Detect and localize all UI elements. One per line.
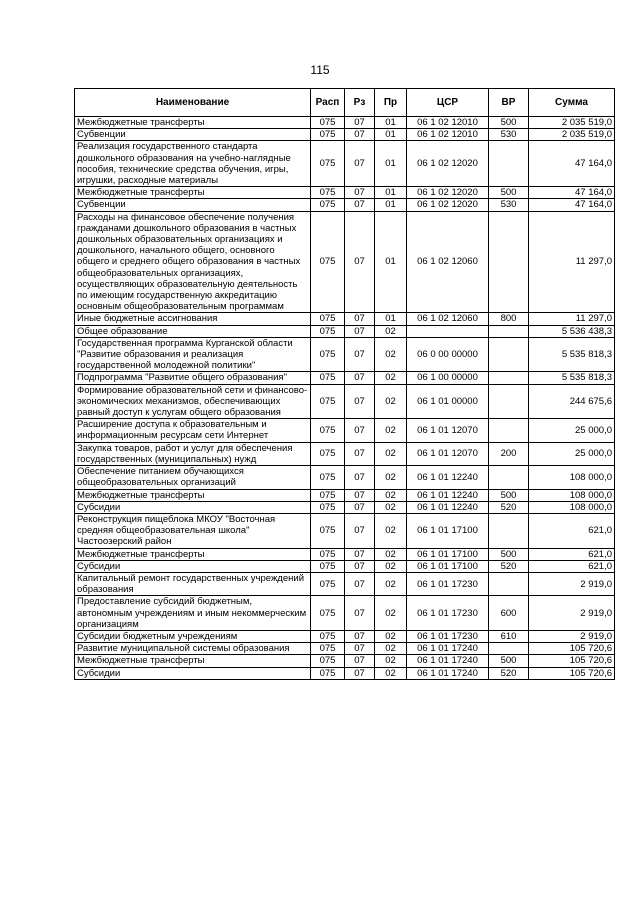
row-vr-cell xyxy=(489,325,529,337)
row-sum-cell: 2 919,0 xyxy=(529,596,615,631)
table-row xyxy=(75,141,615,187)
row-rasp-cell: 075 xyxy=(311,442,345,465)
row-sum-cell: 2 919,0 xyxy=(529,630,615,642)
row-rz-cell: 07 xyxy=(345,129,375,141)
row-pr-cell: 02 xyxy=(375,572,407,595)
row-csr-cell: 06 1 01 12070 xyxy=(407,442,489,465)
row-rz-cell: 07 xyxy=(345,643,375,655)
row-name-cell: Субвенции xyxy=(75,199,311,211)
row-sum-cell: 47 164,0 xyxy=(529,187,615,199)
row-sum-cell: 108 000,0 xyxy=(529,501,615,513)
row-vr-cell xyxy=(489,466,529,489)
row-csr-cell: 06 0 00 00000 xyxy=(407,337,489,372)
row-rasp-cell: 075 xyxy=(311,187,345,199)
table-row xyxy=(75,372,615,384)
row-vr-cell: 500 xyxy=(489,548,529,560)
table-row xyxy=(75,572,615,595)
row-csr-cell: 06 1 02 12020 xyxy=(407,199,489,211)
table-row xyxy=(75,187,615,199)
row-sum-cell: 25 000,0 xyxy=(529,419,615,442)
row-csr-cell: 06 1 01 17240 xyxy=(407,643,489,655)
row-vr-cell: 520 xyxy=(489,501,529,513)
row-name-cell: Расходы на финансовое обеспечение получения гражданами дошкольного образования в частных дошкольных образовательных организациях и дошкольного, начального общего, основного общего и среднего общего образования в частных общеобразовательных организациях, осуществляющих образовательную деятельность по имеющим государственную аккредитацию основным общеобразовательным программам xyxy=(75,211,311,313)
row-sum-cell: 105 720,6 xyxy=(529,667,615,679)
page-number: 115 xyxy=(310,63,330,77)
row-name-cell: Государственная программа Курганской области "Развитие образования и реализация государственной молодежной политики" xyxy=(75,337,311,372)
table-row xyxy=(75,211,615,313)
row-csr-cell: 06 1 01 17230 xyxy=(407,572,489,595)
row-rasp-cell: 075 xyxy=(311,513,345,548)
row-sum-cell: 5 536 438,3 xyxy=(529,325,615,337)
row-rasp-cell: 075 xyxy=(311,572,345,595)
row-pr-cell: 01 xyxy=(375,187,407,199)
row-csr-cell: 06 1 02 12010 xyxy=(407,117,489,129)
row-rz-cell: 07 xyxy=(345,384,375,419)
row-name-cell: Субвенции xyxy=(75,129,311,141)
row-rz-cell: 07 xyxy=(345,548,375,560)
row-name-cell: Подпрограмма "Развитие общего образования" xyxy=(75,372,311,384)
row-csr-cell: 06 1 00 00000 xyxy=(407,372,489,384)
row-sum-cell: 25 000,0 xyxy=(529,442,615,465)
row-rasp-cell: 075 xyxy=(311,337,345,372)
row-rasp-cell: 075 xyxy=(311,384,345,419)
table-row xyxy=(75,313,615,325)
table-row xyxy=(75,117,615,129)
header-rasp: Расп xyxy=(311,89,345,117)
row-sum-cell: 2 035 519,0 xyxy=(529,129,615,141)
row-sum-cell: 105 720,6 xyxy=(529,643,615,655)
row-sum-cell: 47 164,0 xyxy=(529,199,615,211)
row-pr-cell: 02 xyxy=(375,643,407,655)
row-rasp-cell: 075 xyxy=(311,548,345,560)
header-pr: Пр xyxy=(375,89,407,117)
row-csr-cell: 06 1 01 12240 xyxy=(407,466,489,489)
row-sum-cell: 2 035 519,0 xyxy=(529,117,615,129)
row-pr-cell: 02 xyxy=(375,384,407,419)
row-vr-cell xyxy=(489,337,529,372)
row-name-cell: Реализация государственного стандарта дошкольного образования на учебно-наглядные пособия, технические средства обучения, игры, игрушки, расходные материалы xyxy=(75,141,311,187)
row-rasp-cell: 075 xyxy=(311,489,345,501)
table-row xyxy=(75,419,615,442)
row-vr-cell: 500 xyxy=(489,655,529,667)
table-row xyxy=(75,199,615,211)
row-pr-cell: 01 xyxy=(375,211,407,313)
row-rz-cell: 07 xyxy=(345,325,375,337)
row-name-cell: Межбюджетные трансферты xyxy=(75,548,311,560)
row-vr-cell xyxy=(489,419,529,442)
row-vr-cell: 200 xyxy=(489,442,529,465)
row-rz-cell: 07 xyxy=(345,199,375,211)
row-pr-cell: 01 xyxy=(375,313,407,325)
table-row xyxy=(75,466,615,489)
row-rasp-cell: 075 xyxy=(311,655,345,667)
row-sum-cell: 105 720,6 xyxy=(529,655,615,667)
row-rasp-cell: 075 xyxy=(311,501,345,513)
row-rasp-cell: 075 xyxy=(311,560,345,572)
row-name-cell: Реконструкция пищеблока МКОУ "Восточная средняя общеобразовательная школа" Частоозерский район xyxy=(75,513,311,548)
header-rz: Рз xyxy=(345,89,375,117)
row-rz-cell: 07 xyxy=(345,187,375,199)
row-csr-cell: 06 1 01 17230 xyxy=(407,596,489,631)
row-csr-cell: 06 1 01 17240 xyxy=(407,655,489,667)
row-vr-cell: 500 xyxy=(489,187,529,199)
table-row xyxy=(75,337,615,372)
table-row xyxy=(75,129,615,141)
row-sum-cell: 11 297,0 xyxy=(529,313,615,325)
table-row xyxy=(75,548,615,560)
header-csr: ЦСР xyxy=(407,89,489,117)
row-rasp-cell: 075 xyxy=(311,630,345,642)
header-sum: Сумма xyxy=(529,89,615,117)
table-header-row xyxy=(75,89,615,117)
table-row xyxy=(75,384,615,419)
row-rasp-cell: 075 xyxy=(311,313,345,325)
row-rasp-cell: 075 xyxy=(311,596,345,631)
table-row xyxy=(75,513,615,548)
row-pr-cell: 02 xyxy=(375,372,407,384)
row-vr-cell: 500 xyxy=(489,117,529,129)
row-sum-cell: 621,0 xyxy=(529,548,615,560)
row-sum-cell: 621,0 xyxy=(529,513,615,548)
row-pr-cell: 01 xyxy=(375,199,407,211)
row-pr-cell: 01 xyxy=(375,129,407,141)
row-name-cell: Межбюджетные трансферты xyxy=(75,489,311,501)
row-name-cell: Общее образование xyxy=(75,325,311,337)
row-pr-cell: 02 xyxy=(375,630,407,642)
row-rz-cell: 07 xyxy=(345,489,375,501)
row-pr-cell: 02 xyxy=(375,489,407,501)
row-pr-cell: 01 xyxy=(375,141,407,187)
row-rasp-cell: 075 xyxy=(311,667,345,679)
row-csr-cell: 06 1 01 17100 xyxy=(407,548,489,560)
row-vr-cell xyxy=(489,572,529,595)
row-rasp-cell: 075 xyxy=(311,199,345,211)
row-pr-cell: 02 xyxy=(375,667,407,679)
row-vr-cell xyxy=(489,384,529,419)
table-row xyxy=(75,643,615,655)
row-rz-cell: 07 xyxy=(345,667,375,679)
table-row xyxy=(75,325,615,337)
row-rz-cell: 07 xyxy=(345,466,375,489)
row-pr-cell: 02 xyxy=(375,560,407,572)
row-csr-cell: 06 1 02 12060 xyxy=(407,211,489,313)
row-csr-cell: 06 1 01 12070 xyxy=(407,419,489,442)
row-pr-cell: 02 xyxy=(375,442,407,465)
row-name-cell: Субсидии xyxy=(75,667,311,679)
table-row xyxy=(75,442,615,465)
row-rz-cell: 07 xyxy=(345,442,375,465)
row-name-cell: Субсидии бюджетным учреждениям xyxy=(75,630,311,642)
row-rz-cell: 07 xyxy=(345,372,375,384)
row-rz-cell: 07 xyxy=(345,596,375,631)
row-pr-cell: 02 xyxy=(375,596,407,631)
row-rz-cell: 07 xyxy=(345,211,375,313)
row-rz-cell: 07 xyxy=(345,560,375,572)
row-pr-cell: 02 xyxy=(375,419,407,442)
row-rasp-cell: 075 xyxy=(311,325,345,337)
row-pr-cell: 01 xyxy=(375,117,407,129)
row-vr-cell xyxy=(489,141,529,187)
row-name-cell: Закупка товаров, работ и услуг для обеспечения государственных (муниципальных) нужд xyxy=(75,442,311,465)
header-vr: ВР xyxy=(489,89,529,117)
row-vr-cell: 600 xyxy=(489,596,529,631)
row-pr-cell: 02 xyxy=(375,466,407,489)
table-row xyxy=(75,560,615,572)
row-rz-cell: 07 xyxy=(345,117,375,129)
row-pr-cell: 02 xyxy=(375,501,407,513)
table-row xyxy=(75,630,615,642)
row-rasp-cell: 075 xyxy=(311,466,345,489)
row-sum-cell: 108 000,0 xyxy=(529,466,615,489)
row-rasp-cell: 075 xyxy=(311,117,345,129)
row-sum-cell: 5 535 818,3 xyxy=(529,337,615,372)
row-rz-cell: 07 xyxy=(345,313,375,325)
row-pr-cell: 02 xyxy=(375,325,407,337)
row-rasp-cell: 075 xyxy=(311,141,345,187)
row-name-cell: Формирование образовательной сети и финансово-экономических механизмов, обеспечивающих равный доступ к услугам общего образования xyxy=(75,384,311,419)
row-name-cell: Субсидии xyxy=(75,501,311,513)
row-rz-cell: 07 xyxy=(345,513,375,548)
row-name-cell: Межбюджетные трансферты xyxy=(75,117,311,129)
row-rasp-cell: 075 xyxy=(311,419,345,442)
row-pr-cell: 02 xyxy=(375,513,407,548)
row-name-cell: Межбюджетные трансферты xyxy=(75,655,311,667)
row-csr-cell: 06 1 01 12240 xyxy=(407,489,489,501)
table-row xyxy=(75,501,615,513)
row-rz-cell: 07 xyxy=(345,501,375,513)
row-rasp-cell: 075 xyxy=(311,372,345,384)
row-csr-cell: 06 1 02 12010 xyxy=(407,129,489,141)
table-row xyxy=(75,489,615,501)
row-csr-cell: 06 1 01 12240 xyxy=(407,501,489,513)
row-rz-cell: 07 xyxy=(345,630,375,642)
row-csr-cell: 06 1 01 17240 xyxy=(407,667,489,679)
row-name-cell: Расширение доступа к образовательным и информационным ресурсам сети Интернет xyxy=(75,419,311,442)
row-rz-cell: 07 xyxy=(345,141,375,187)
row-csr-cell: 06 1 02 12020 xyxy=(407,187,489,199)
row-name-cell: Иные бюджетные ассигнования xyxy=(75,313,311,325)
row-sum-cell: 47 164,0 xyxy=(529,141,615,187)
row-rasp-cell: 075 xyxy=(311,129,345,141)
row-vr-cell xyxy=(489,513,529,548)
row-name-cell: Развитие муниципальной системы образования xyxy=(75,643,311,655)
table-row xyxy=(75,596,615,631)
row-vr-cell: 800 xyxy=(489,313,529,325)
row-pr-cell: 02 xyxy=(375,337,407,372)
row-sum-cell: 2 919,0 xyxy=(529,572,615,595)
row-csr-cell: 06 1 01 00000 xyxy=(407,384,489,419)
row-rz-cell: 07 xyxy=(345,572,375,595)
row-csr-cell: 06 1 02 12020 xyxy=(407,141,489,187)
row-name-cell: Предоставление субсидий бюджетным, автономным учреждениям и иным некоммерческим организациям xyxy=(75,596,311,631)
row-rz-cell: 07 xyxy=(345,655,375,667)
row-vr-cell: 610 xyxy=(489,630,529,642)
row-csr-cell: 06 1 02 12060 xyxy=(407,313,489,325)
row-vr-cell xyxy=(489,643,529,655)
header-name: Наименование xyxy=(75,89,311,117)
row-sum-cell: 621,0 xyxy=(529,560,615,572)
row-name-cell: Капитальный ремонт государственных учреждений образования xyxy=(75,572,311,595)
row-sum-cell: 108 000,0 xyxy=(529,489,615,501)
row-csr-cell: 06 1 01 17230 xyxy=(407,630,489,642)
row-rz-cell: 07 xyxy=(345,419,375,442)
row-csr-cell: 06 1 01 17100 xyxy=(407,560,489,572)
row-rasp-cell: 075 xyxy=(311,643,345,655)
budget-table xyxy=(74,88,615,680)
row-pr-cell: 02 xyxy=(375,548,407,560)
row-sum-cell: 5 535 818,3 xyxy=(529,372,615,384)
row-rz-cell: 07 xyxy=(345,337,375,372)
row-vr-cell xyxy=(489,372,529,384)
table-row xyxy=(75,655,615,667)
row-name-cell: Обеспечение питанием обучающихся общеобразовательных организаций xyxy=(75,466,311,489)
row-sum-cell: 244 675,6 xyxy=(529,384,615,419)
row-csr-cell xyxy=(407,325,489,337)
table-row xyxy=(75,667,615,679)
row-vr-cell: 520 xyxy=(489,560,529,572)
row-rasp-cell: 075 xyxy=(311,211,345,313)
row-pr-cell: 02 xyxy=(375,655,407,667)
row-csr-cell: 06 1 01 17100 xyxy=(407,513,489,548)
row-vr-cell: 520 xyxy=(489,667,529,679)
row-vr-cell: 530 xyxy=(489,199,529,211)
row-name-cell: Межбюджетные трансферты xyxy=(75,187,311,199)
row-vr-cell: 500 xyxy=(489,489,529,501)
row-sum-cell: 11 297,0 xyxy=(529,211,615,313)
row-vr-cell xyxy=(489,211,529,313)
row-vr-cell: 530 xyxy=(489,129,529,141)
row-name-cell: Субсидии xyxy=(75,560,311,572)
